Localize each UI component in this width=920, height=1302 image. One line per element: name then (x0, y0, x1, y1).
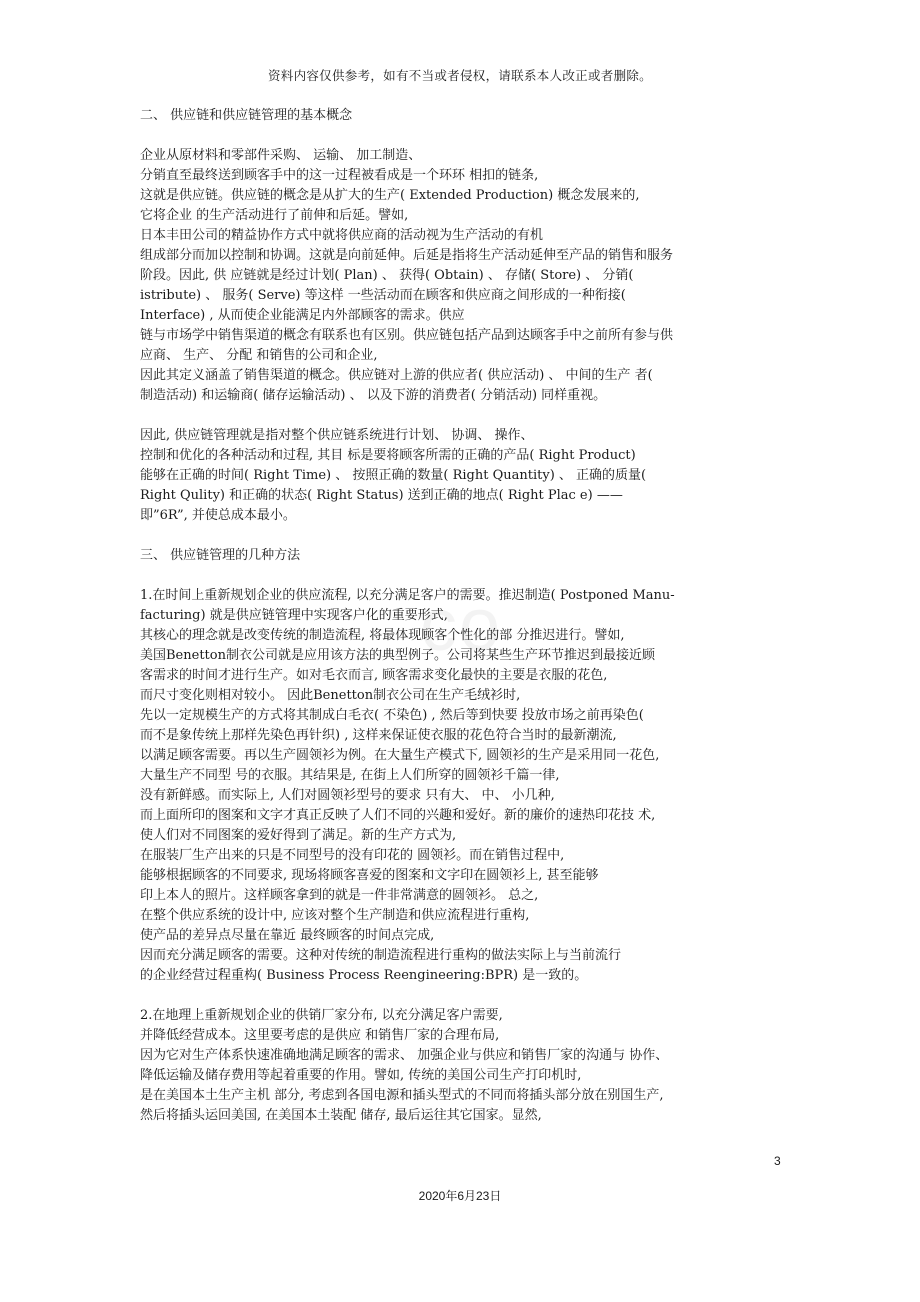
text-line: Right Qulity) 和正确的状态( Right Status) 送到正确的地点( Right Plac e) —— (140, 488, 623, 503)
footer-date: 2020年6月23日 (418, 1189, 502, 1203)
text-line: 先以一定规模生产的方式将其制成白毛衣( 不染色) , 然后等到快要 投放市场之前再染色( (140, 708, 644, 723)
text-line: 大量生产不同型 号的衣服。其结果是, 在街上人们所穿的圆领衫千篇一律, (140, 768, 560, 783)
text-line: 分销直至最终送到顾客手中的这一过程被看成是一个环环 相扣的链条, (140, 168, 539, 183)
text-line: 而上面所印的图案和文字才真正反映了人们不同的兴趣和爱好。新的廉价的速热印花技 术, (140, 808, 656, 823)
text-line: 三、 供应链管理的几种方法 (140, 548, 301, 563)
text-line: 制造活动) 和运输商( 储存运输活动) 、 以及下游的消费者( 分销活动) 同样重视。 (140, 388, 607, 403)
text-line: 而尺寸变化则相对较小。 因此Benetton制衣公司在生产毛绒衫时, (140, 688, 521, 703)
text-line: 以满足顾客需要。再以生产圆领衫为例。在大量生产模式下, 圆领衫的生产是采用同一花色, (140, 748, 660, 763)
text-line: 应商、 生产、 分配 和销售的公司和企业, (140, 348, 378, 363)
text-line: 它将企业 的生产活动进行了前伸和后延。譬如, (140, 208, 409, 223)
text-line: facturing) 就是供应链管理中实现客户化的重要形式, (140, 608, 448, 623)
text-line: 1.在时间上重新规划企业的供应流程, 以充分满足客户的需要。推迟制造( Postponed Manu- (140, 588, 675, 603)
text-line: 能够在正确的时间( Right Time) 、 按照正确的数量( Right Quantity) 、 正确的质量( (140, 468, 647, 483)
text-line: 因此, 供应链管理就是指对整个供应链系统进行计划、 协调、 操作、 (140, 428, 534, 443)
text-line: 因而充分满足顾客的需要。这种对传统的制造流程进行重构的做法实际上与当前流行 (140, 948, 622, 963)
text-line: Interface) , 从而使企业能满足内外部顾客的需求。供应 (140, 308, 465, 323)
text-line: 在服装厂生产出来的只是不同型号的没有印花的 圆领衫。而在销售过程中, (140, 848, 565, 863)
text-line: 使产品的差异点尽量在靠近 最终顾客的时间点完成, (140, 928, 435, 943)
text-line: 这就是供应链。供应链的概念是从扩大的生产( Extended Production) 概念发展来的, (140, 188, 640, 203)
text-line: 企业从原材料和零部件采购、 运输、 加工制造、 (140, 148, 422, 163)
text-line: 日本丰田公司的精益协作方式中就将供应商的活动视为生产活动的有机 (140, 228, 544, 243)
text-line: 链与市场学中销售渠道的概念有联系也有区别。供应链包括产品到达顾客手中之前所有参与供 (140, 328, 674, 343)
text-line: 阶段。因此, 供 应链就是经过计划( Plan) 、 获得( Obtain) 、 存储( Store) 、 分销( (140, 268, 634, 283)
paragraph-gap (140, 406, 780, 426)
text-line: 印上本人的照片。这样顾客拿到的就是一件非常满意的圆领衫。 总之, (140, 888, 539, 903)
text-line: 的企业经营过程重构( Business Process Reengineering:BPR) 是一致的。 (140, 968, 588, 983)
text-line: 即”6R”, 并使总成本最小。 (140, 508, 296, 523)
text-line: 2.在地理上重新规划企业的供销厂家分布, 以充分满足客户需要, (140, 1008, 503, 1023)
text-line: 客需求的时间才进行生产。如对毛衣而言, 顾客需求变化最快的主要是衣服的花色, (140, 668, 608, 683)
text-line: 没有新鲜感。而实际上, 人们对圆领衫型号的要求 只有大、 中、 小几种, (140, 788, 555, 803)
paragraph-gap (140, 526, 780, 546)
text-line: 其核心的理念就是改变传统的制造流程, 将最体现顾客个性化的部 分推迟进行。譬如, (140, 628, 625, 643)
text-line: 降低运输及储存费用等起着重要的作用。譬如, 传统的美国公司生产打印机时, (140, 1068, 582, 1083)
page-number: 3 (774, 1154, 781, 1168)
text-line: 能够根据顾客的不同要求, 现场将顾客喜爱的图案和文字印在圆领衫上, 甚至能够 (140, 868, 599, 883)
paragraph-gap (140, 986, 780, 1006)
text-line: 是在美国本土生产主机 部分, 考虑到各国电源和插头型式的不同而将插头部分放在别国生产, (140, 1088, 664, 1103)
text-line: 控制和优化的各种活动和过程, 其目 标是要将顾客所需的正确的产品( Right Product) (140, 448, 636, 463)
text-line: 美国Benetton制衣公司就是应用该方法的典型例子。公司将某些生产环节推迟到最接近顾 (140, 648, 655, 663)
text-line: 组成部分而加以控制和协调。这就是向前延伸。后延是指将生产活动延伸至产品的销售和服务 (140, 248, 674, 263)
text-line: 因为它对生产体系快速准确地满足顾客的需求、 加强企业与供应和销售厂家的沟通与 协作、 (140, 1048, 669, 1063)
text-line: 而不是象传统上那样先染色再针织) , 这样来保证使衣服的花色符合当时的最新潮流, (140, 728, 617, 743)
text-line: 并降低经营成本。这里要考虑的是供应 和销售厂家的合理布局, (140, 1028, 500, 1043)
body-text (140, 106, 780, 1126)
paragraph-gap (140, 566, 780, 586)
text-line: 因此其定义涵盖了销售渠道的概念。供应链对上游的供应者( 供应活动) 、 中间的生产 者( (140, 368, 653, 383)
header-disclaimer: 资料内容仅供参考，如有不当或者侵权，请联系本人改正或者删除。 (267, 68, 652, 83)
text-line: 然后将插头运回美国, 在美国本土装配 储存, 最后运往其它国家。显然, (140, 1108, 542, 1123)
paragraph-gap (140, 126, 780, 146)
text-line: 二、 供应链和供应链管理的基本概念 (140, 108, 353, 123)
text-line: istribute) 、 服务( Serve) 等这样 一些活动而在顾客和供应商之间形成的一种衔接( (140, 288, 626, 303)
text-line: 使人们对不同图案的爱好得到了满足。新的生产方式为, (140, 828, 457, 843)
text-line: 在整个供应系统的设计中, 应该对整个生产制造和供应流程进行重构, (140, 908, 530, 923)
